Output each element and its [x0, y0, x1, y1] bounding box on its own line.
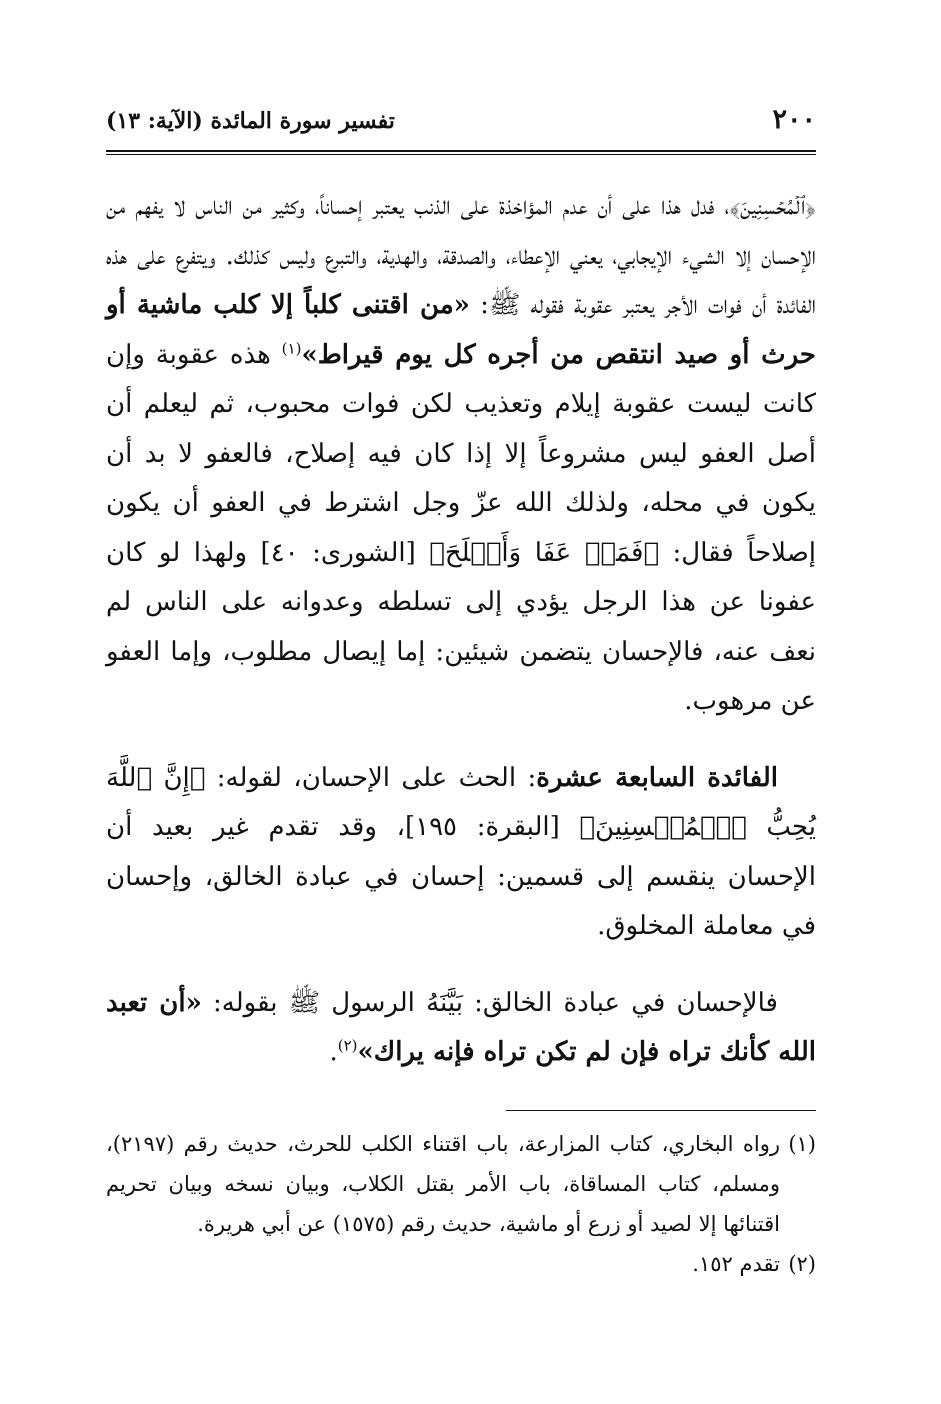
- footnote-1-number: (١): [788, 1132, 816, 1156]
- footnote-ref-1: (١): [281, 338, 302, 357]
- footnote-divider: [506, 1110, 816, 1111]
- footnotes: [106, 1124, 816, 1284]
- header-divider: [106, 150, 816, 155]
- footnote-2: [106, 1244, 816, 1284]
- benefit-heading: الفائدة السابعة عشرة: [536, 762, 778, 793]
- paragraph-3: [106, 979, 816, 1078]
- paragraph-gap: [106, 952, 816, 979]
- running-title: تفسير سورة المائدة (الآية: ١٣): [106, 108, 395, 134]
- paragraph-3-text-b: .: [329, 1037, 338, 1067]
- paragraph-1-text-a: ﴿ٱلۡمُحۡسِنِينَ﴾، فدل هذا على أن عدم المؤاخذة على الذنب يعتبر إحساناً، وكثير من الناس لا يفهم من الإحسان إلا الشيء الإيجابي، يعني الإعطاء، والصدقة، والهدية، والتبرع وليس كذلك. ويتفرع على هذه الفائدة أن فوات الأجر يعتبر عقوبة فقوله ﷺ:: [106, 191, 816, 320]
- hadith-quote-2: «أن تعبد الله كأنك تراه فإن لم تكن تراه فإنه يراك»: [106, 987, 816, 1067]
- paragraph-3-text-a: فالإحسان في عبادة الخالق: بَيَّنَهُ الرسول ﷺ بقوله:: [201, 987, 778, 1018]
- main-text: [106, 182, 816, 1078]
- paragraph-1-text-b: هذه عقوبة وإن كانت ليست عقوبة إيلام وتعذيب لكن فوات محبوب، ثم ليعلم أن أصل العفو ليس مشروعاً إلا إذا كان فيه إصلاح، فالعفو لا بد أن يكون في محله، ولذلك الله عزّ وجل اشترط في العفو أن يكون إصلاحاً فقال: ﴿فَمَنۡ عَفَا وَأَصۡلَحَ﴾ [الشورى: ٤٠] ولهذا لو كان عفونا عن هذا الرجل يؤدي إلى تسلطه وعدوانه على الناس لم نعف عنه، فالإحسان يتضمن شيئين: إما إيصال مطلوب، وإما العفو عن مرهوب.: [106, 339, 816, 716]
- paragraph-2: [106, 754, 816, 952]
- page-number: ٢٠٠: [772, 104, 816, 135]
- hadith-quote-1: «من اقتنى كلباً إلا كلب ماشية أو حرث أو صيد انتقص من أجره كل يوم قيراط»: [106, 290, 816, 370]
- page-header: [106, 104, 816, 144]
- paragraph-2-text: : الحث على الإحسان، لقوله: ﴿إِنَّ ٱللَّهَ يُحِبُّ ٱلۡمُحۡسِنِينَ﴾ [البقرة: ١٩٥]، وقد تقدم غير بعيد أن الإحسان ينقسم إلى قسمين: إحسان في عبادة الخالق، وإحسان في معاملة المخلوق.: [106, 762, 816, 941]
- paragraph-1: [106, 182, 816, 727]
- footnote-1-text: رواه البخاري، كتاب المزارعة، باب اقتناء الكلب للحرث، حديث رقم (٢١٩٧)، ومسلم، كتاب المساقاة، باب الأمر بقتل الكلاب، وبيان نسخه وبيان تحريم اقتنائها إلا لصيد أو زرع أو ماشية، حديث رقم (١٥٧٥) عن أبي هريرة.: [106, 1132, 780, 1236]
- footnote-ref-2: (٢): [337, 1036, 358, 1055]
- footnote-2-number: (٢): [788, 1252, 816, 1276]
- footnote-1: [106, 1124, 816, 1244]
- footnote-2-text: تقدم ١٥٢.: [692, 1252, 780, 1276]
- paragraph-gap: [106, 727, 816, 754]
